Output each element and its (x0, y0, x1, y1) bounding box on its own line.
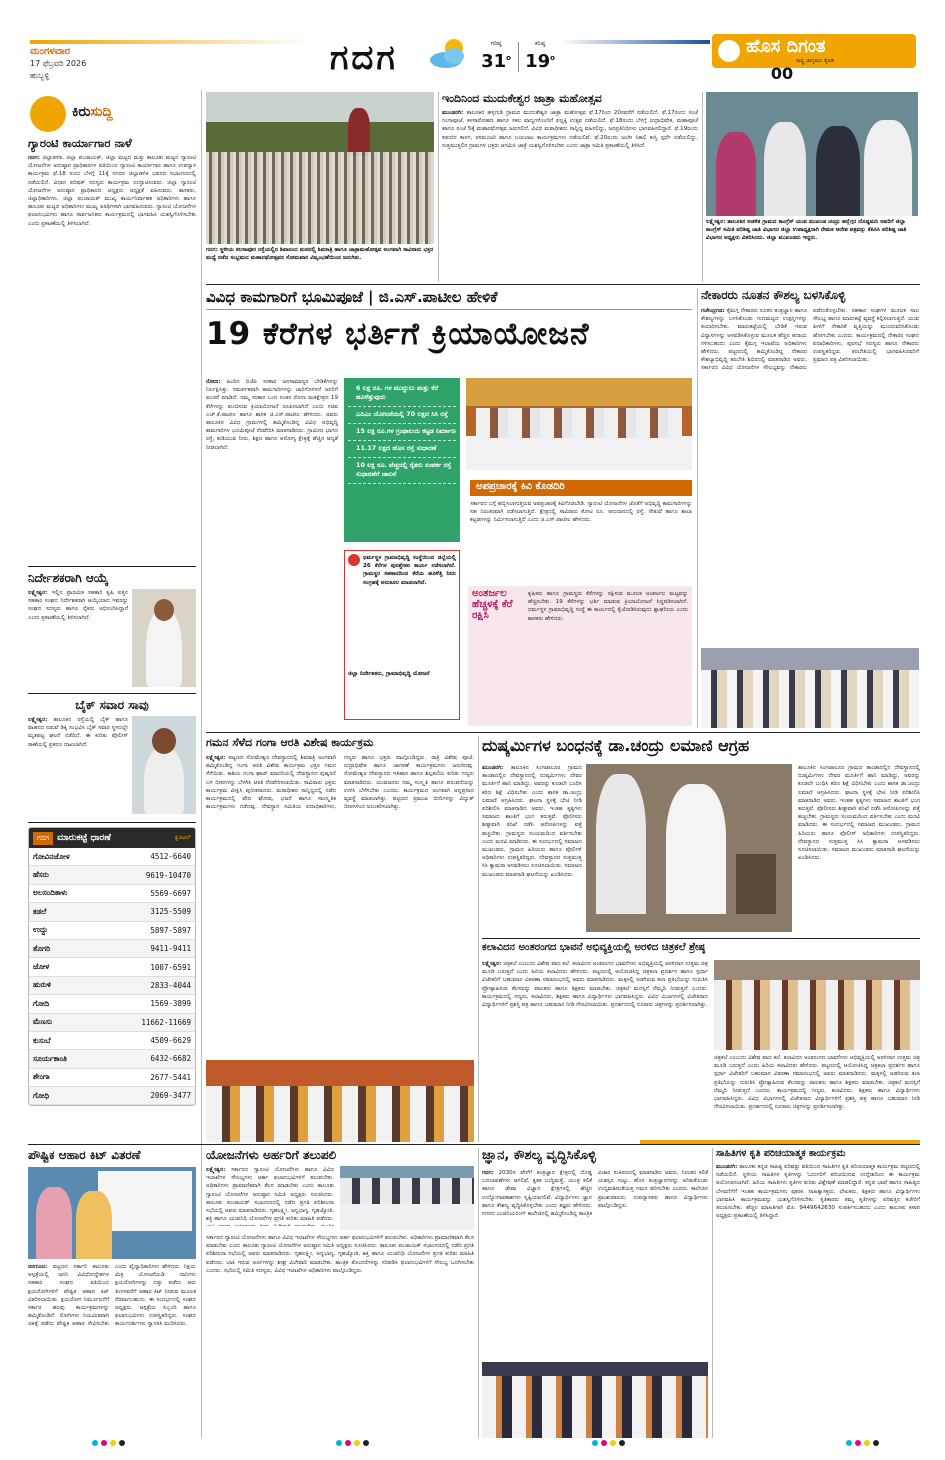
market-item-name: ಹೆಸರು (33, 870, 49, 880)
chandru-text: ತಾಲೂಕಿನ ಸಿಂಗಟಾಲೂರ ಗ್ರಾಮದ ತಾಂಡಾದಲ್ಲಿನ ದೇವಸ್ಥಾನದಲ್ಲಿ ದುಷ್ಕರ್ಮಿಗಳು ದೇವರ ಮೂರ್ತಿಗೆ ಹಾನಿ ಮಾಡಿದ್ದು, ಅವರನ್ನು ಕೂಡಲೇ ಬಂಧಿಸಿ ಕಠಿಣ ಶಿಕ್ಷೆ ವಿಧಿಸಬೇಕು ಎಂದು ಶಾಸಕ ಡಾ.ಚಂದ್ರು ಲಮಾಣಿ ಆಗ್ರಹಿಸಿದರು. ಘಟನಾ ಸ್ಥಳಕ್ಕೆ ಭೇಟಿ ನೀಡಿ ಪರಿಶೀಲಿಸಿ ಮಾತನಾಡಿದ ಅವರು, ಇಂತಹ ಕೃತ್ಯಗಳು ಸಮಾಜದ ಶಾಂತಿಗೆ ಭಂಗ ತರುತ್ತವೆ. ಪೊಲೀಸರು ಶೀಘ್ರವಾಗಿ ತನಿಖೆ ನಡೆಸಿ ಆರೋಪಿಗಳನ್ನು ಪತ್ತೆ ಹಚ್ಚಬೇಕು. ಗ್ರಾಮಸ್ಥರು ಸಂಯಮದಿಂದ ವರ್ತಿಸಬೇಕು ಎಂದು ಮನವಿ ಮಾಡಿದರು. ಈ ಸಂದರ್ಭದಲ್ಲಿ ಸಮಾಜದ ಮುಖಂಡರು, ಗ್ರಾಮದ ಹಿರಿಯರು ಹಾಗೂ ಪೊಲೀಸ್ ಅಧಿಕಾರಿಗಳು ಉಪಸ್ಥಿತರಿದ್ದರು. ದೇವಸ್ಥಾನದ ಸುತ್ತಮುತ್ತ ಸಿಸಿ ಕ್ಯಾಮರಾ ಅಳವಡಿಸಲು ಸೂಚಿಸಲಾಯಿತು. ಸಮಾಜದ ಮುಖಂಡರು ಮಾತನಾಡಿ ಘಟನೆಯನ್ನು ಖಂಡಿಸಿದರು. (482, 765, 582, 878)
col-rule (697, 288, 698, 728)
banner (98, 1171, 192, 1231)
chitra-body-2: ಚಿತ್ರಕಲೆ ಎಂಬುದು ವಿಶೇಷ ವಾದ ಕಲೆ. ಕಲಾವಿದನ ಅಂತರಂಗದ ಭಾವನೆಗಳು ಅಭಿವ್ಯಕ್ತಿಯಲ್ಲಿ ಅರಳಿದಾಗ ಉತ್ತಮ ಚಿತ್ರ ಮೂಡಿ ಬರುತ್ತದೆ ಎಂದು ಹಿರಿಯ ಕಲಾವಿದರು ಹೇಳಿದರು. ಪಟ್ಟಣದಲ್ಲಿ ಆಯೋಜಿಸಿದ್ದ ಚಿತ್ರಕಲಾ ಪ್ರದರ್ಶನ ಹಾಗೂ ಸ್ಪರ್ಧಾ ವಿಜೇತರಿಗೆ ಬಹುಮಾನ ವಿತರಣಾ ಸಮಾರಂಭದಲ್ಲಿ ಅವರು ಮಾತನಾಡಿದರು. ಮಕ್ಕಳಲ್ಲಿ ಅಡಗಿರುವ ಕಲಾ ಪ್ರತಿಭೆಯನ್ನು ಗುರುತಿಸಿ ಪ್ರೋತ್ಸಾಹಿಸುವ ಕೆಲಸವನ್ನು ಪಾಲಕರು ಹಾಗೂ ಶಿಕ್ಷಕರು ಮಾಡಬೇಕು. ಚಿತ್ರಕಲೆ ಮನಸ್ಸಿಗೆ ನೆಮ್ಮದಿ ನೀಡುತ್ತದೆ ಎಂದರು. ಕಾರ್ಯಕ್ರಮದಲ್ಲಿ ಗಣ್ಯರು, ಕಲಾವಿದರು, ಶಿಕ್ಷಕರು ಹಾಗೂ ವಿದ್ಯಾರ್ಥಿಗಳು ಭಾಗವಹಿಸಿದ್ದರು. ವಿವಿಧ ವಿಭಾಗಗಳಲ್ಲಿ ವಿಜೇತರಾದ ವಿದ್ಯಾರ್ಥಿಗಳಿಗೆ ಪ್ರಶಸ್ತಿ ಪತ್ರ ಹಾಗೂ ಬಹುಮಾನ ನೀಡಿ ಗೌರವಿಸಲಾಯಿತು. ಪ್ರದರ್ಶನದಲ್ಲಿ ನೂರಾರು ಚಿತ್ರಗಳನ್ನು ಪ್ರದರ್ಶಿಸಲಾಗಿತ್ತು. (714, 1055, 920, 1111)
masthead (0, 0, 945, 88)
market-item-name: ಸೂರ್ಯಕಾಂತಿ (33, 1053, 68, 1063)
jatra-lead: ಮುಂಡರಗಿ: (442, 110, 464, 116)
ganga-text: ಪಟ್ಟಣದ ಸೋಮೇಶ್ವರ ದೇವಸ್ಥಾನದಲ್ಲಿ ಶಿವರಾತ್ರಿ ಅಂಗವಾಗಿ ಹಮ್ಮಿಕೊಂಡಿದ್ದ ಗಂಗಾ ಆರತಿ ವಿಶೇಷ ಕಾರ್ಯಕ್ರಮ ಭಕ್ತರ ಗಮನ ಸೆಳೆಯಿತು. ಕಾಶಿಯ ಗಂಗಾ ಘಾಟ್ ಮಾದರಿಯಲ್ಲಿ ದೇವಸ್ಥಾನದ ಪುಷ್ಕರಣಿ ಬಳಿ ದೀಪಗಳನ್ನು ಬೆಳಗಿಸಿ ಆರತಿ ನೆರವೇರಿಸಲಾಯಿತು. ಸಾವಿರಾರು ಭಕ್ತರು ಕಾರ್ಯಕ್ರಮ ವೀಕ್ಷಿಸಿ ಪುನೀತರಾದರು. ಮಠಾಧೀಶರ ಸಾನ್ನಿಧ್ಯದಲ್ಲಿ ನಡೆದ ಕಾರ್ಯಕ್ರಮದಲ್ಲಿ ವೇದ ಘೋಷ, ಭಜನೆ ಹಾಗೂ ಸಾಂಸ್ಕೃತಿಕ ಕಾರ್ಯಕ್ರಮಗಳು ನಡೆದವು. ದೇವಸ್ಥಾನ ಸಮಿತಿಯ ಪದಾಧಿಕಾರಿಗಳು, ಗಣ್ಯರು ಹಾಗೂ ಭಕ್ತರು ಪಾಲ್ಗೊಂಡಿದ್ದರು. ರಾತ್ರಿ ವಿಶೇಷ ಪೂಜೆ, ರುದ್ರಾಭಿಷೇಕ ಹಾಗೂ ಜಾಗರಣೆ ಕಾರ್ಯಕ್ರಮಗಳು ಜರುಗಿದವು. ಸೋಮೇಶ್ವರ ದೇವಸ್ಥಾನದ ಇತಿಹಾಸ ಹಾಗೂ ಶಿಲ್ಪಕಲೆಯ ಕುರಿತು ಗಣ್ಯರು ಮಾತನಾಡಿದರು. ಯುವಜನರು ನಮ್ಮ ಸಂಸ್ಕೃತಿ ಹಾಗೂ ಪರಂಪರೆಯನ್ನು ಉಳಿಸಿ ಬೆಳೆಸಬೇಕು ಎಂದರು. ಕಾರ್ಯಕ್ರಮದ ಅಂಗವಾಗಿ ಅನ್ನಪ್ರಸಾದ ವ್ಯವಸ್ಥೆ ಮಾಡಲಾಗಿತ್ತು. ಪಟ್ಟಣದ ಪ್ರಮುಖ ಬೀದಿಗಳನ್ನು ವಿದ್ಯುತ್ ದೀಪಗಳಿಂದ ಅಲಂಕರಿಸಲಾಗಿತ್ತು. (206, 755, 474, 811)
brand-name: ಹೊಸ ದಿಗಂತ (746, 36, 826, 57)
chandru-headline: ದುಷ್ಕರ್ಮಿಗಳ ಬಂಧನಕ್ಕೆ ಡಾ.ಚಂದ್ರು ಲಮಾಣಿ ಆಗ್ರಹ (482, 736, 750, 755)
market-row (29, 1069, 195, 1087)
nekar-headline: ನೇಕಾರರು ನೂತನ ಕೌಶಲ್ಯ ಬಳಸಿಕೊಳ್ಳಿ (701, 288, 846, 302)
yojane-body-1 (206, 1166, 334, 1226)
ganga-lead: ಲಕ್ಷ್ಮೇಶ್ವರ: (206, 755, 226, 761)
nekar-text: ಕೈಮಗ್ಗ ನೇಕಾರರು ನೂತನ ತಂತ್ರಜ್ಞಾನ ಹಾಗೂ ಕೌಶಲ್ಯಗಳನ್ನು ಬಳಸಿಕೊಂಡು ಗುಣಮಟ್ಟದ ಉತ್ಪನ್ನಗಳನ್ನು ತಯಾರಿಸಬೇಕು. ಮಾರುಕಟ್ಟೆಯಲ್ಲಿ ಬೇಡಿಕೆ ಇರುವ ವಿನ್ಯಾಸಗಳನ್ನು ಅಳವಡಿಸಿಕೊಳ್ಳುವ ಮೂಲಕ ಹೆಚ್ಚಿನ ಆದಾಯ ಗಳಿಸಬಹುದು ಎಂದು ಕೈಮಗ್ಗ ಇಲಾಖೆಯ ಅಧಿಕಾರಿಗಳು ಹೇಳಿದರು. ಪಟ್ಟಣದಲ್ಲಿ ಹಮ್ಮಿಕೊಂಡಿದ್ದ ನೇಕಾರರ ಕೌಶಲ್ಯಾಭಿವೃದ್ಧಿ ತರಬೇತಿ ಶಿಬಿರದಲ್ಲಿ ಮಾತನಾಡಿದ ಅವರು, ಸರ್ಕಾರದ ವಿವಿಧ ಯೋಜನೆಗಳ ಸೌಲಭ್ಯವನ್ನು ನೇಕಾರರು ಪಡೆದುಕೊಳ್ಳಬೇಕು. ಸಹಕಾರ ಸಂಘಗಳ ಮೂಲಕ ಸಾಲ ಸೌಲಭ್ಯ ಹಾಗೂ ಮಾರುಕಟ್ಟೆ ವ್ಯವಸ್ಥೆ ಕಲ್ಪಿಸಲಾಗುತ್ತಿದೆ. ಯುವ ಪೀಳಿಗೆ ನೇಕಾರಿಕೆ ವೃತ್ತಿಯನ್ನು ಮುಂದುವರಿಸಿಕೊಂಡು ಹೋಗಬೇಕು ಎಂದರು. ಕಾರ್ಯಕ್ರಮದಲ್ಲಿ ನೇಕಾರರ ಸಂಘದ ಪದಾಧಿಕಾರಿಗಳು, ಪುರಸಭೆ ಸದಸ್ಯರು ಹಾಗೂ ನೇಕಾರರು ಉಪಸ್ಥಿತರಿದ್ದರು. ತರಬೇತಿಯಲ್ಲಿ ಭಾಗವಹಿಸಿದವರಿಗೆ ಪ್ರಮಾಣ ಪತ್ರ ವಿತರಿಸಲಾಯಿತು. (701, 308, 919, 372)
market-item-name: ಶೇಂಗಾ (33, 1072, 50, 1082)
market-item-name: ಗೋಧಿ (33, 1090, 50, 1100)
market-item-name: ಅಲಸಂದಿಕಾಳು (33, 888, 68, 898)
masthead-date-block (30, 46, 180, 81)
page-title: ಗದಗ (330, 38, 398, 78)
green-list-item: 15 ಲಕ್ಷ ರೂ.ಗಳ ಗ್ರಂಥಾಲಯ ಕಟ್ಟಡ ನಿರ್ಮಾಣ (348, 424, 456, 441)
guests (206, 1086, 474, 1142)
left-h2-lead: ಲಕ್ಷ್ಮೇಶ್ವರ: (28, 590, 48, 596)
market-item-name: ಕಡಲೆ (33, 906, 47, 916)
guests (482, 1376, 708, 1438)
chitra-photo (714, 960, 920, 1050)
red-box-body: ಧರ್ಮಸ್ಥಳ ಗ್ರಾಮಾಭಿವೃದ್ಧಿ ಸಂಸ್ಥೆಯಿಂದ ಜಿಲ್ಲೆಯಲ್ಲಿ 26 ಕೆರೆಗಳ ಪುನಶ್ಚೇತನ ಕಾರ್ಯ ನಡೆಸಲಾಗಿದೆ. ಗ್ರಾಮಸ್ಥರ ಸಹಕಾರದಿಂದ ಕೆರೆಯ ಹೂಳೆತ್ತಿ ನೀರು ಸಂಗ್ರಹಕ್ಕೆ ಅನುಕೂಲ ಮಾಡಲಾಗಿದೆ. (363, 555, 456, 586)
market-row (29, 977, 195, 995)
chandru-lead: ಮುಂಡರಗಿ: (482, 765, 504, 771)
left-h3-text: ತಾಲೂಕಿನ ರಸ್ತೆಯಲ್ಲಿ ಬೈಕ್ ಹಾಗೂ ವಾಹನದ ನಡುವೆ ಡಿಕ್ಕಿ ಸಂಭವಿಸಿ ಬೈಕ್ ಸವಾರ ಸ್ಥಳದಲ್ಲೇ ಮೃತಪಟ್ಟ ಘಟನೆ ನಡೆದಿದೆ. ಈ ಕುರಿತು ಪೊಲೀಸ್ ಠಾಣೆಯಲ್ಲಿ ಪ್ರಕರಣ ದಾಖಲಾಗಿದೆ. (28, 717, 128, 748)
divider (28, 693, 196, 694)
market-unit: ಕ್ವಿಂಟಲ್ (174, 834, 191, 841)
left-h2-text: ಇಲ್ಲಿನ ಪ್ರಾಥಮಿಕ ಸಹಕಾರಿ ಕೃಷಿ ಪತ್ತಿನ ಸಹಕಾರ ಸಂಘದ ನಿರ್ದೇಶಕರಾಗಿ ಆಯ್ಕೆಯಾದ ಇವರನ್ನು ಸಂಘದ ಸದಸ್ಯರು ಹಾಗೂ ರೈತರು ಅಭಿನಂದಿಸಿದ್ದಾರೆ ಎಂದು ಪ್ರಕಟಣೆಯಲ್ಲಿ ತಿಳಿಸಲಾಗಿದೆ. (28, 590, 128, 621)
chariot-photo (206, 92, 434, 244)
market-row (29, 1032, 195, 1050)
market-item-price: 2677-5441 (150, 1072, 191, 1082)
market-row (29, 1087, 195, 1105)
poshtik-headline: ಪೌಷ್ಟಿಕ ಆಹಾರ ಕಿಟ್ ವಿತರಣೆ (28, 1148, 141, 1162)
left-h3: ಬೈಕ್ ಸವಾರ ಸಾವು (75, 698, 149, 712)
person (764, 122, 806, 216)
stage-table (466, 436, 692, 470)
victim-face (152, 728, 176, 754)
bhoomipuje-photo (466, 378, 692, 470)
congress-photo (706, 92, 918, 216)
market-item-price: 2833-4044 (150, 980, 191, 990)
sahiti-headline: ಸಾಹಿತಿಗಳ ಕೃತಿ ಪರಿಚಯಾತ್ಮಕ ಕಾರ್ಯಕ್ರಮ (716, 1148, 846, 1159)
bottom-orange-bar (640, 1140, 920, 1144)
weather-icon (428, 36, 470, 70)
yojane-article (206, 1148, 474, 1438)
max-temp-value: 31 (481, 51, 507, 72)
nekar-body (701, 307, 919, 645)
green-list-item: 6 ಲಕ್ಷ ರೂ. ಗಳ ಮುದ್ದುಲು ಮತ್ತು ಕೆರೆ ಹೂಳೆತ್ತುವುದು (348, 381, 456, 407)
idol (736, 854, 776, 914)
ribbon: ಅಪಪ್ರಚಾರಕ್ಕೆ ಕಿವಿ ಕೊಡದಿರಿ (470, 480, 692, 496)
market-item-name: ಹುರುಳಿ (33, 980, 52, 990)
col-rule (438, 92, 439, 282)
market-row (29, 848, 195, 866)
group (714, 980, 920, 1050)
lamp-icon (718, 40, 740, 62)
poshtik-article (28, 1148, 196, 1438)
group (701, 670, 919, 728)
registration-marks (592, 1440, 625, 1446)
market-row (29, 1050, 195, 1068)
market-row (29, 1014, 195, 1032)
col-rule (478, 736, 479, 1142)
jnana-text: 2030ರ ವೇಳೆಗೆ ತಂತ್ರಜ್ಞಾನ ಕ್ಷೇತ್ರದಲ್ಲಿ ದೊಡ್ಡ ಬದಲಾವಣೆಗಳು ಆಗಲಿವೆ. ಕೃತಕ ಬುದ್ಧಿಮತ್ತೆ, ಯಂತ್ರ ಕಲಿಕೆ ಹಾಗೂ ಡೇಟಾ ವಿಜ್ಞಾನ ಕ್ಷೇತ್ರಗಳಲ್ಲಿ ಹೆಚ್ಚಿನ ಉದ್ಯೋಗಾವಕಾಶಗಳು ಸೃಷ್ಟಿಯಾಗಲಿವೆ. ವಿದ್ಯಾರ್ಥಿಗಳು ಜ್ಞಾನ ಹಾಗೂ ಕೌಶಲ್ಯ ವೃದ್ಧಿಸಿಕೊಳ್ಳಬೇಕು ಎಂದು ತಜ್ಞರು ಹೇಳಿದರು. ನಗರದ ಎಂಜಿನಿಯರಿಂಗ್ ಕಾಲೇಜಿನಲ್ಲಿ ಹಮ್ಮಿಕೊಂಡಿದ್ದ ತಾಂತ್ರಿಕ ವಿಚಾರ ಸಂಕಿರಣದಲ್ಲಿ ಮಾತನಾಡಿದ ಅವರು, ನಿರಂತರ ಕಲಿಕೆ ಯಶಸ್ಸಿನ ಗುಟ್ಟು. ಹೊಸ ತಂತ್ರಜ್ಞಾನಗಳನ್ನು ಅರಿತುಕೊಂಡು ಉದ್ಯಮಶೀಲತೆಯತ್ತ ಗಮನ ಹರಿಸಬೇಕು ಎಂದರು. ಕಾಲೇಜಿನ ಪ್ರಾಂಶುಪಾಲರು, ಉಪನ್ಯಾಸಕರು ಹಾಗೂ ವಿದ್ಯಾರ್ಥಿಗಳು ಪಾಲ್ಗೊಂಡಿದ್ದರು. (482, 1170, 708, 1218)
person (816, 126, 860, 216)
max-temp-block (478, 40, 514, 72)
green-list (348, 381, 456, 484)
registration-marks (336, 1440, 369, 1446)
min-temp-value: 19 (525, 51, 551, 72)
chitra-headline: ಕಲಾವಿದನ ಅಂತರಂಗದ ಭಾವನೆ ಅಭಿವ್ಯಕ್ತಿಯಲ್ಲಿ ಅರಳಿದ ಚಿತ್ರಕಲೆ ಶ್ರೇಷ್ಠ (482, 942, 706, 953)
masthead-blue-bar (560, 40, 710, 44)
market-row (29, 922, 195, 940)
poshtik-body (28, 1263, 196, 1438)
lead-story (206, 288, 692, 728)
jnana-article (482, 1148, 708, 1438)
left-h3-row (28, 716, 196, 816)
min-temp-block (522, 40, 558, 72)
jnana-lead: ಗದಗ: (482, 1170, 494, 1176)
green-list-item: 11.17 ಲಕ್ಷದ ಹೊಸ ರಸ್ತೆ ಸುಧಾರಣೆ (348, 441, 456, 458)
kirusuddi-1: ಕಿರು (72, 104, 91, 120)
jnana-headline: ಜ್ಞಾನ, ಕೌಶಲ್ಯ ವೃದ್ಧಿಸಿಕೊಳ್ಳಿ (482, 1148, 596, 1163)
poshtik-lead: ನರಗುಂದ: (28, 1264, 48, 1270)
left-h1-text: ಜಿಲ್ಲಾಡಳಿತ, ಜಿಲ್ಲಾ ಪಂಚಾಯತ್, ಜಿಲ್ಲಾ ಮಟ್ಟದ ಮತ್ತು ತಾಲೂಕು ಮಟ್ಟದ ಗ್ಯಾರಂಟಿ ಯೋಜನೆಗಳ ಅನುಷ್ಠಾನ ಪ್ರಾಧಿಕಾರಗಳ ವತಿಯಿಂದ ಗ್ಯಾರಂಟಿ ಕಾರ್ಯಾಗಾರ ಹಾಗೂ ಉಪನ್ಯಾಸ ಕಾರ್ಯಕ್ರಮ ಫೆ.18 ರಂದು ಬೆಳಗ್ಗೆ 11ಕ್ಕೆ ನಗರದ ಜಿಲ್ಲಾಡಳಿತ ಭವನದ ಸಭಾಂಗಣದಲ್ಲಿ ನಡೆಯಲಿದೆ. ವಿಧಾನ ಪರಿಷತ್ ಸದಸ್ಯರು ಕಾರ್ಯಕ್ರಮ ಉದ್ಘಾಟಿಸುವರು. ಜಿಲ್ಲಾ ಗ್ಯಾರಂಟಿ ಯೋಜನೆಗಳ ಅನುಷ್ಠಾನ ಪ್ರಾಧಿಕಾರದ ಅಧ್ಯಕ್ಷರು ಅಧ್ಯಕ್ಷತೆ ವಹಿಸುವರು. ಶಾಸಕರು, ಜಿಲ್ಲಾಧಿಕಾರಿಗಳು, ಜಿಲ್ಲಾ ಪಂಚಾಯತ್ ಮುಖ್ಯ ಕಾರ್ಯನಿರ್ವಾಹಕ ಅಧಿಕಾರಿಗಳು ಹಾಗೂ ತಾಲೂಕು ಮಟ್ಟದ ಅಧಿಕಾರಿಗಳು ಮುಖ್ಯ ಅತಿಥಿಗಳಾಗಿ ಭಾಗವಹಿಸುವರು. ಗ್ಯಾರಂಟಿ ಯೋಜನೆಗಳ ಫಲಾನುಭವಿಗಳು ಹಾಗೂ ಸಾರ್ವಜನಿಕರು ಕಾರ್ಯಕ್ರಮದಲ್ಲಿ ಭಾಗವಹಿಸಿ ಯಶಸ್ವಿಗೊಳಿಸಬೇಕು ಎಂದು ಪ್ರಕಟಣೆಯಲ್ಲಿ ತಿಳಿಸಲಾಗಿದೆ. (28, 155, 196, 227)
brand-logo (712, 34, 916, 68)
left-h3-lead: ಲಕ್ಷ್ಮೇಶ್ವರ: (28, 717, 48, 723)
chitra-article (482, 942, 920, 1142)
yojane-text: ಸರ್ಕಾರದ ಗ್ಯಾರಂಟಿ ಯೋಜನೆಗಳು ಹಾಗೂ ವಿವಿಧ ಇಲಾಖೆಗಳ ಸೌಲಭ್ಯಗಳು ಅರ್ಹ ಫಲಾನುಭವಿಗಳಿಗೆ ತಲುಪಬೇಕು. ಅಧಿಕಾರಿಗಳು ಪ್ರಾಮಾಣಿಕವಾಗಿ ಕೆಲಸ ಮಾಡಬೇಕು ಎಂದು ತಾಲೂಕು ಗ್ಯಾರಂಟಿ ಯೋಜನೆಗಳ ಅನುಷ್ಠಾನ ಸಮಿತಿ ಅಧ್ಯಕ್ಷರು ಸೂಚಿಸಿದರು. ತಾಲೂಕು ಪಂಚಾಯತ್ ಸಭಾಂಗಣದಲ್ಲಿ ನಡೆದ ಪ್ರಗತಿ ಪರಿಶೀಲನಾ ಸಭೆಯಲ್ಲಿ ಅವರು ಮಾತನಾಡಿದರು. ಗೃಹಲಕ್ಷ್ಮೀ, ಅನ್ನಭಾಗ್ಯ, ಗೃಹಜ್ಯೋತಿ, ಶಕ್ತಿ ಹಾಗೂ ಯುವನಿಧಿ ಯೋಜನೆಗಳ ಪ್ರಗತಿ ಕುರಿತು ಮಾಹಿತಿ ಪಡೆದರು. (206, 1167, 334, 1223)
jatra-body (442, 109, 698, 279)
crowd (206, 152, 434, 244)
yojane-lead: ಲಕ್ಷ್ಮೇಶ್ವರ: (206, 1167, 226, 1173)
person (716, 132, 756, 216)
min-temp (522, 48, 558, 72)
row-rule (482, 938, 920, 939)
pink-body: ಕೃಷಿಕರು ಹಾಗೂ ಗ್ರಾಮಸ್ಥರು ಕೆರೆಗಳನ್ನು ರಕ್ಷಿಸುವ ಮೂಲಕ ಅಂತರ್ಜಲ ಮಟ್ಟವನ್ನು ಹೆಚ್ಚಿಸಬೇಕು. 19 ಕೆರೆಗಳನ್ನು ಭರ್ತಿ ಮಾಡುವ ಕ್ರಿಯಾಯೋಜನೆ ಸಿದ್ಧಪಡಿಸಲಾಗಿದೆ. ಧರ್ಮಸ್ಥಳ ಗ್ರಾಮಾಭಿವೃದ್ಧಿ ಸಂಸ್ಥೆ ಈ ಕಾರ್ಯದಲ್ಲಿ ಕೈಜೋಡಿಸಿರುವುದು ಶ್ಲಾಘನೀಯ ಎಂದು ಶಾಸಕರು ಹೇಳಿದರು. (528, 591, 688, 622)
market-item-price: 5569-6697 (150, 888, 191, 898)
sahiti-lead: ಮುಂಡರಗಿ: (716, 1164, 738, 1170)
temple-photo (586, 764, 792, 932)
chitra-text: ಚಿತ್ರಕಲೆ ಎಂಬುದು ವಿಶೇಷ ವಾದ ಕಲೆ. ಕಲಾವಿದನ ಅಂತರಂಗದ ಭಾವನೆಗಳು ಅಭಿವ್ಯಕ್ತಿಯಲ್ಲಿ ಅರಳಿದಾಗ ಉತ್ತಮ ಚಿತ್ರ ಮೂಡಿ ಬರುತ್ತದೆ ಎಂದು ಹಿರಿಯ ಕಲಾವಿದರು ಹೇಳಿದರು. ಪಟ್ಟಣದಲ್ಲಿ ಆಯೋಜಿಸಿದ್ದ ಚಿತ್ರಕಲಾ ಪ್ರದರ್ಶನ ಹಾಗೂ ಸ್ಪರ್ಧಾ ವಿಜೇತರಿಗೆ ಬಹುಮಾನ ವಿತರಣಾ ಸಮಾರಂಭದಲ್ಲಿ ಅವರು ಮಾತನಾಡಿದರು. ಮಕ್ಕಳಲ್ಲಿ ಅಡಗಿರುವ ಕಲಾ ಪ್ರತಿಭೆಯನ್ನು ಗುರುತಿಸಿ ಪ್ರೋತ್ಸಾಹಿಸುವ ಕೆಲಸವನ್ನು ಪಾಲಕರು ಹಾಗೂ ಶಿಕ್ಷಕರು ಮಾಡಬೇಕು. ಚಿತ್ರಕಲೆ ಮನಸ್ಸಿಗೆ ನೆಮ್ಮದಿ ನೀಡುತ್ತದೆ ಎಂದರು. ಕಾರ್ಯಕ್ರಮದಲ್ಲಿ ಗಣ್ಯರು, ಕಲಾವಿದರು, ಶಿಕ್ಷಕರು ಹಾಗೂ ವಿದ್ಯಾರ್ಥಿಗಳು ಭಾಗವಹಿಸಿದ್ದರು. ವಿವಿಧ ವಿಭಾಗಗಳಲ್ಲಿ ವಿಜೇತರಾದ ವಿದ್ಯಾರ್ಥಿಗಳಿಗೆ ಪ್ರಶಸ್ತಿ ಪತ್ರ ಹಾಗೂ ಬಹುಮಾನ ನೀಡಿ ಗೌರವಿಸಲಾಯಿತು. ಪ್ರದರ್ಶನದಲ್ಲಿ ನೂರಾರು ಚಿತ್ರಗಳನ್ನು ಪ್ರದರ್ಶಿಸಲಾಗಿತ್ತು. (482, 961, 708, 1009)
market-row (29, 866, 195, 884)
poshtik-text: ಪಟ್ಟಣದ ಸರ್ಕಾರಿ ತಾಲೂಕು ಆಸ್ಪತ್ರೆಯಲ್ಲಿ ಜನನಿ ವಿವಿಧೋದ್ದೇಶಗಳ ಸಹಕಾರ ಸಂಘದ ವತಿಯಿಂದ ಕ್ಷಯರೋಗಿಗಳಿಗೆ ಪೌಷ್ಟಿಕ ಆಹಾರ ಕಿಟ್ ವಿತರಿಸಲಾಯಿತು. ಕ್ಷಯರೋಗ ನಿರ್ಮೂಲನೆಗೆ ಸರ್ಕಾರ ಹಲವು ಕಾರ್ಯಕ್ರಮಗಳನ್ನು ಹಮ್ಮಿಕೊಂಡಿದೆ. ರೋಗಿಗಳು ನಿಯಮಿತವಾಗಿ ಚಿಕಿತ್ಸೆ ಪಡೆದು ಪೌಷ್ಟಿಕ ಆಹಾರ ಸೇವಿಸಬೇಕು ಎಂದು ವೈದ್ಯಾಧಿಕಾರಿಗಳು ಹೇಳಿದರು. ನಿಕ್ಷಯ ಮಿತ್ರ ಯೋಜನೆಯಡಿ ದಾನಿಗಳು ಕ್ಷಯರೋಗಿಗಳನ್ನು ದತ್ತು ಪಡೆದು ಆರು ತಿಂಗಳವರೆಗೆ ಆಹಾರ ಕಿಟ್ ನೀಡುವ ಮೂಲಕ ನೆರವಾಗಬಹುದು. ಈ ಸಂದರ್ಭದಲ್ಲಿ ಸಂಘದ ಅಧ್ಯಕ್ಷರು, ಆಸ್ಪತ್ರೆಯ ಸಿಬ್ಬಂದಿ ಹಾಗೂ ಫಲಾನುಭವಿಗಳು ಉಪಸ್ಥಿತರಿದ್ದರು. ಸಂಘದ ಕಾರ್ಯದರ್ಶಿಗಳು ಸ್ವಾಗತಿಸಿ ವಂದಿಸಿದರು. (28, 1264, 196, 1328)
market-item-price: 9411-9411 (150, 944, 191, 954)
market-item-name: ಉದ್ದು (33, 925, 48, 935)
officials (340, 1178, 474, 1204)
masthead-orange-bar (30, 40, 310, 44)
market-item-price: 11662-11669 (141, 1017, 191, 1027)
kirusuddi-badge (28, 90, 196, 132)
left-h1: ಗ್ಯಾರಂಟಿ ಕಾರ್ಯಾಗಾರ ನಾಳೆ (28, 136, 132, 150)
market-item-name: ಗೋದಿ (33, 998, 50, 1008)
masthead-day: ಮಂಗಳವಾರ (30, 46, 71, 57)
market-item-price: 9619-10470 (145, 870, 191, 880)
dharmasthala-logo (348, 554, 360, 566)
pink-headline: ಅಂತರ್ಜಲ ಹೆಚ್ಚಳಕ್ಕೆ ಕೆರೆ ರಕ್ಷಿಸಿ (472, 588, 513, 621)
left-h2-body (28, 589, 128, 689)
table (340, 1200, 474, 1230)
market-item-price: 4512-6640 (150, 852, 191, 862)
chandru-body-2: ತಾಲೂಕಿನ ಸಿಂಗಟಾಲೂರ ಗ್ರಾಮದ ತಾಂಡಾದಲ್ಲಿನ ದೇವಸ್ಥಾನದಲ್ಲಿ ದುಷ್ಕರ್ಮಿಗಳು ದೇವರ ಮೂರ್ತಿಗೆ ಹಾನಿ ಮಾಡಿದ್ದು, ಅವರನ್ನು ಕೂಡಲೇ ಬಂಧಿಸಿ ಕಠಿಣ ಶಿಕ್ಷೆ ವಿಧಿಸಬೇಕು ಎಂದು ಶಾಸಕ ಡಾ.ಚಂದ್ರು ಲಮಾಣಿ ಆಗ್ರಹಿಸಿದರು. ಘಟನಾ ಸ್ಥಳಕ್ಕೆ ಭೇಟಿ ನೀಡಿ ಪರಿಶೀಲಿಸಿ ಮಾತನಾಡಿದ ಅವರು, ಇಂತಹ ಕೃತ್ಯಗಳು ಸಮಾಜದ ಶಾಂತಿಗೆ ಭಂಗ ತರುತ್ತವೆ. ಪೊಲೀಸರು ಶೀಘ್ರವಾಗಿ ತನಿಖೆ ನಡೆಸಿ ಆರೋಪಿಗಳನ್ನು ಪತ್ತೆ ಹಚ್ಚಬೇಕು. ಗ್ರಾಮಸ್ಥರು ಸಂಯಮದಿಂದ ವರ್ತಿಸಬೇಕು ಎಂದು ಮನವಿ ಮಾಡಿದರು. ಈ ಸಂದರ್ಭದಲ್ಲಿ ಸಮಾಜದ ಮುಖಂಡರು, ಗ್ರಾಮದ ಹಿರಿಯರು ಹಾಗೂ ಪೊಲೀಸ್ ಅಧಿಕಾರಿಗಳು ಉಪಸ್ಥಿತರಿದ್ದರು. ದೇವಸ್ಥಾನದ ಸುತ್ತಮುತ್ತ ಸಿಸಿ ಕ್ಯಾಮರಾ ಅಳವಡಿಸಲು ಸೂಚಿಸಲಾಯಿತು. ಸಮಾಜದ ಮುಖಂಡರು ಮಾತನಾಡಿ ಘಟನೆಯನ್ನು ಖಂಡಿಸಿದರು. (798, 765, 920, 862)
market-table (29, 848, 195, 1105)
max-temp (478, 48, 514, 72)
kirusuddi-label (72, 104, 113, 120)
max-temp-label: ಗರಿಷ್ಠ (490, 40, 502, 47)
jnana-body (482, 1169, 708, 1357)
market-item-name: ಕುಸುಬೆ (33, 1035, 51, 1045)
left-h2: ನಿರ್ದೇಶಕರಾಗಿ ಆಯ್ಕೆ (28, 571, 109, 585)
guests (476, 408, 682, 438)
jatra-article (442, 92, 698, 282)
left-h1-lead: ಗದಗ: (28, 155, 40, 161)
masthead-date: 17 ಫೆಬ್ರವರಿ 2026 (30, 59, 87, 68)
market-city: ಗದಗ (33, 832, 53, 845)
person (36, 1187, 72, 1259)
temp-divider (518, 42, 519, 72)
market-item-name: ಗೋವಿನಜೋಳ (33, 851, 70, 861)
nekar-photo (701, 648, 919, 728)
jatra-headline: ಇಂದಿನಿಂದ ಮುದುಕೇಶ್ವರ ಜಾತ್ರಾ ಮಹೋತ್ಸವ (442, 92, 602, 105)
portrait-face (154, 599, 174, 621)
left-h3-body (28, 716, 128, 816)
col-rule (478, 1148, 479, 1438)
person (666, 784, 726, 914)
registration-marks (92, 1440, 125, 1446)
market-title: ಮಾರುಕಟ್ಟೆ ಧಾರಣೆ (57, 833, 111, 843)
masthead-city: ಹುಬ್ಬಳ್ಳಿ (30, 71, 50, 80)
chandru-article (482, 736, 920, 936)
market-header (29, 828, 195, 848)
lead-body-1 (206, 378, 338, 694)
banner (466, 378, 692, 406)
chariot (348, 108, 370, 156)
chariot-caption: ಗದಗ: ಸ್ಥಳೀಯ ಕಲಸಾಪೂರ ರಸ್ತೆಯಲ್ಲಿನ ಶಿವಾನಂದ ಮಠದಲ್ಲಿ ಶಿವರಾತ್ರಿ ಹಾಗೂ ಜಾತ್ರಾಮಹೋತ್ಸವ ಅಂಗವಾಗಿ ಸಾವಿರಾರು ಭಕ್ತರ ಮಧ್ಯೆ ನಡೆದ ಸಂಭ್ರಮದ ಮಹಾರಥೋತ್ಸವನ ಸೋಮವಾರ ವಿಜೃಂಭಣೆಯಿಂದ ಜರುಗಿತು. (206, 247, 434, 261)
nekar-article (701, 288, 919, 728)
sahiti-text: ತಾಲೂಕು ಕನ್ನಡ ಸಾಹಿತ್ಯ ಪರಿಷತ್ತು ವತಿಯಿಂದ ಸಾಹಿತಿಗಳ ಕೃತಿ ಪರಿಚಯಾತ್ಮಕ ಕಾರ್ಯಕ್ರಮ ಪಟ್ಟಣದಲ್ಲಿ ನಡೆಯಲಿದೆ. ಸ್ಥಳೀಯ ಸಾಹಿತಿಗಳ ಕೃತಿಗಳನ್ನು ಓದುಗರಿಗೆ ಪರಿಚಯಿಸುವ ಉದ್ದೇಶದಿಂದ ಈ ಕಾರ್ಯಕ್ರಮ ಆಯೋಜಿಸಲಾಗಿದೆ. ಹಿರಿಯ ಸಾಹಿತಿಗಳು ಕೃತಿಗಳ ಕುರಿತು ವಿಶ್ಲೇಷಣೆ ಮಾಡಲಿದ್ದಾರೆ. ಕನ್ನಡ ಭಾಷೆ ಹಾಗೂ ಸಾಹಿತ್ಯದ ಬೆಳವಣಿಗೆಗೆ ಇಂತಹ ಕಾರ್ಯಕ್ರಮಗಳು ಪೂರಕ. ಸಾಹಿತ್ಯಾಸಕ್ತರು, ಲೇಖಕರು, ಶಿಕ್ಷಕರು ಹಾಗೂ ವಿದ್ಯಾರ್ಥಿಗಳು ಭಾಗವಹಿಸಿ ಕಾರ್ಯಕ್ರಮವನ್ನು ಯಶಸ್ವಿಗೊಳಿಸಬೇಕು. ಕೃತಿಕಾರರು ತಮ್ಮ ಕೃತಿಗಳನ್ನು ಪರಿಷತ್ತಿನ ಕಚೇರಿಗೆ ತಲುಪಿಸಬೇಕು. ಹೆಚ್ಚಿನ ಮಾಹಿತಿಗಾಗಿ ಮೊ: 9449642630 ಸಂಪರ್ಕಿಸಬಹುದು ಎಂದು ತಾಲೂಕು ಕಸಾಪ ಅಧ್ಯಕ್ಷರು ಪ್ರಕಟಣೆಯಲ್ಲಿ ತಿಳಿಸಿದ್ದಾರೆ. (716, 1164, 920, 1220)
ganga-headline: ಗಮನ ಸೆಳೆದ ಗಂಗಾ ಆರತಿ ವಿಶೇಷ ಕಾರ್ಯಕ್ರಮ (206, 736, 374, 749)
market-item-name: ತೊಗರಿ (33, 943, 51, 953)
market-item-price: 4509-6629 (150, 1036, 191, 1046)
ribbon-body: ಸರ್ಕಾರದ ಬಗ್ಗೆ ಹಬ್ಬಿಸಲಾಗುತ್ತಿರುವ ಅಪಪ್ರಚಾರಕ್ಕೆ ಕಿವಿಗೊಡಬೇಡಿ. ಗ್ಯಾರಂಟಿ ಯೋಜನೆಗಳ ಜೊತೆಗೆ ಅಭಿವೃದ್ಧಿ ಕಾಮಗಾರಿಗಳನ್ನು ಸಹ ನಿರಂತರವಾಗಿ ನಡೆಸಲಾಗುತ್ತಿದೆ. ಕ್ಷೇತ್ರದಲ್ಲಿ ಸಾವಿರಾರು ಕೋಟಿ ರೂ. ಅನುದಾನದಲ್ಲಿ ರಸ್ತೆ, ಸೇತುವೆ ಹಾಗೂ ಶಾಲಾ ಕಟ್ಟಡಗಳನ್ನು ನಿರ್ಮಿಸಲಾಗುತ್ತಿದೆ ಎಂದು ಜಿ.ಎಸ್.ಪಾಟೀಲ ಹೇಳಿದರು. (470, 501, 692, 524)
market-item-price: 1569-3899 (150, 999, 191, 1009)
max-temp-deg: o (506, 54, 511, 62)
col-rule (712, 1148, 713, 1438)
kirusuddi-2: ಸುದ್ದಿ (90, 104, 113, 120)
person (76, 1191, 112, 1259)
divider (28, 566, 196, 567)
green-box (344, 378, 460, 542)
left-h1-body (28, 154, 196, 562)
hand-icon (30, 96, 66, 132)
lead-text-1: ಹಿಂದಿನ ಬಿಜೆಪಿ ಸರಕಾರ ಜನಸಾಮಾನ್ಯರ ಬೇಡಿಕೆಗಳನ್ನು ನಿರ್ಲಕ್ಷಿಸಿತ್ತು. ಸಮರ್ಪಕವಾಗಿ ಕಾಮಗಾರಿಗಳನ್ನು ಜಾರಿಗೊಳಿಸದೆ ಜನರಿಗೆ ವಂಚನೆ ಮಾಡಿದೆ. ನಮ್ಮ ಸರಕಾರ ಬಂದ ನಂತರ ರೋಣ ಮತಕ್ಷೇತ್ರದ 19 ಕೆರೆಗಳನ್ನು ತುಂಬಿಸುವ ಕ್ರಿಯಾಯೋಜನೆ ರೂಪಿಸಲಾಗಿದೆ ಎಂದು ಸಚಿವ ಎಚ್.ಕೆ.ಪಾಟೀಲ ಹಾಗೂ ಶಾಸಕ ಜಿ.ಎಸ್.ಪಾಟೀಲ ಹೇಳಿದರು. ಅವರು ತಾಲೂಕಿನ ವಿವಿಧ ಗ್ರಾಮಗಳಲ್ಲಿ ಹಮ್ಮಿಕೊಂಡಿದ್ದ ವಿವಿಧ ಅಭಿವೃದ್ಧಿ ಕಾಮಗಾರಿಗಳ ಭೂಮಿಪೂಜೆ ನೆರವೇರಿಸಿ ಮಾತನಾಡಿದರು. ಗ್ರಾಮೀಣ ಭಾಗದ ರಸ್ತೆ, ಕುಡಿಯುವ ನೀರು, ಶಿಕ್ಷಣ ಹಾಗೂ ಆರೋಗ್ಯ ಕ್ಷೇತ್ರಕ್ಕೆ ಹೆಚ್ಚಿನ ಆದ್ಯತೆ ನೀಡಲಾಗಿದೆ. (206, 379, 338, 451)
sahiti-article (716, 1148, 920, 1438)
market-box (28, 827, 196, 1106)
yojane-headline: ಯೋಜನೆಗಳು ಅರ್ಹರಿಗೆ ತಲುಪಲಿ (206, 1148, 337, 1162)
victim-photo (132, 716, 196, 814)
page-number: 00 (770, 64, 794, 83)
market-item-name: ಜೋಳ (33, 962, 50, 972)
market-item-price: 1007-6591 (150, 962, 191, 972)
market-item-price: 5897-5897 (150, 925, 191, 935)
market-row (29, 903, 195, 921)
jnana-photo (482, 1362, 708, 1438)
col-rule (702, 92, 703, 282)
market-item-price: 6432-6682 (150, 1054, 191, 1064)
ganga-photo (206, 1060, 474, 1142)
sahiti-body (716, 1163, 920, 1433)
poshtik-photo (28, 1167, 196, 1259)
yojane-photo (340, 1166, 474, 1230)
person (596, 774, 646, 914)
nekar-lead: ಗಜೇಂದ್ರಗಡ: (701, 308, 725, 314)
min-temp-label: ಕನಿಷ್ಠ (534, 40, 546, 47)
green-list-item: 10 ಲಕ್ಷ ರೂ. ವೆಚ್ಚದಲ್ಲಿ ರೈತರು ಸಂಪರ್ಕ ರಸ್ತೆ ಸುಧಾರಣೆಗೆ ಚಾಲನೆ (348, 458, 456, 484)
portrait-photo (132, 589, 196, 687)
red-box-sign: ಜಿಲ್ಲಾ ನಿರ್ದೇಶಕರು, ಗ್ರಾಮಾಭಿವೃದ್ಧಿ ಯೋಜನೆ (348, 671, 430, 677)
jatra-text: ತಾಲೂಕಿನ ಹಳ್ಳಿಗುಡಿ ಗ್ರಾಮದ ಮುದುಕೇಶ್ವರ ಜಾತ್ರಾ ಮಹೋತ್ಸವ ಫೆ.17ರಿಂದ 20ರವರೆಗೆ ನಡೆಯಲಿದೆ. ಫೆ.17ರಂದು ಸಂಜೆ ಗಂಗಾಪೂಜೆ, ಕಳಸಾರೋಹಣ ಹಾಗೂ ಸಕಲ ವಾದ್ಯಗಳೊಂದಿಗೆ ಪಲ್ಲಕ್ಕಿ ಉತ್ಸವ ನಡೆಯಲಿದೆ. ಫೆ.18ರಂದು ಬೆಳಿಗ್ಗೆ ರುದ್ರಾಭಿಷೇಕ, ಮಹಾಪೂಜೆ ಹಾಗೂ ಸಂಜೆ 5ಕ್ಕೆ ಮಹಾರಥೋತ್ಸವ ಜರುಗಲಿದೆ. ವಿವಿಧ ಮಠಾಧೀಶರು ಸಾನ್ನಿಧ್ಯ ವಹಿಸಲಿದ್ದು, ಜನಪ್ರತಿನಿಧಿಗಳು ಭಾಗವಹಿಸಲಿದ್ದಾರೆ. ಫೆ.19ರಂದು ಕಡುಬಿನ ಕಾಳಗ, ರಸಮಂಜರಿ ಹಾಗೂ ಬಯಲಾಟ ಕಾರ್ಯಕ್ರಮಗಳು ನಡೆಯಲಿವೆ. ಫೆ.20ರಂದು ಜಂಗೀ ನಿಕಾಲಿ ಕುಸ್ತಿ ಸ್ಪರ್ಧೆ ನಡೆಯಲಿದ್ದು, ಸುತ್ತಮುತ್ತಲಿನ ಗ್ರಾಮಗಳ ಭಕ್ತರು ಆಗಮಿಸಿ ಜಾತ್ರೆ ಯಶಸ್ವಿಗೊಳಿಸಬೇಕು ಎಂದು ಜಾತ್ರಾ ಸಮಿತಿ ಪ್ರಕಟಣೆಯಲ್ಲಿ ತಿಳಿಸಿದೆ. (442, 110, 698, 149)
left-h2-row (28, 589, 196, 689)
divider (28, 822, 196, 823)
lead-body-wrap (206, 378, 338, 694)
yojane-body-2: ಸರ್ಕಾರದ ಗ್ಯಾರಂಟಿ ಯೋಜನೆಗಳು ಹಾಗೂ ವಿವಿಧ ಇಲಾಖೆಗಳ ಸೌಲಭ್ಯಗಳು ಅರ್ಹ ಫಲಾನುಭವಿಗಳಿಗೆ ತಲುಪಬೇಕು. ಅಧಿಕಾರಿಗಳು ಪ್ರಾಮಾಣಿಕವಾಗಿ ಕೆಲಸ ಮಾಡಬೇಕು ಎಂದು ತಾಲೂಕು ಗ್ಯಾರಂಟಿ ಯೋಜನೆಗಳ ಅನುಷ್ಠಾನ ಸಮಿತಿ ಅಧ್ಯಕ್ಷರು ಸೂಚಿಸಿದರು. ತಾಲೂಕು ಪಂಚಾಯತ್ ಸಭಾಂಗಣದಲ್ಲಿ ನಡೆದ ಪ್ರಗತಿ ಪರಿಶೀಲನಾ ಸಭೆಯಲ್ಲಿ ಅವರು ಮಾತನಾಡಿದರು. ಗೃಹಲಕ್ಷ್ಮೀ, ಅನ್ನಭಾಗ್ಯ, ಗೃಹಜ್ಯೋತಿ, ಶಕ್ತಿ ಹಾಗೂ ಯುವನಿಧಿ ಯೋಜನೆಗಳ ಪ್ರಗತಿ ಕುರಿತು ಮಾಹಿತಿ ಪಡೆದರು. ಬಾಕಿ ಇರುವ ಅರ್ಜಿಗಳನ್ನು ಶೀಘ್ರ ವಿಲೇವಾರಿ ಮಾಡಬೇಕು. ತಾಂತ್ರಿಕ ತೊಂದರೆಗಳನ್ನು ಸರಿಪಡಿಸಿ ಫಲಾನುಭವಿಗಳಿಗೆ ಸೌಲಭ್ಯ ಒದಗಿಸಬೇಕು ಎಂದರು. ಸಭೆಯಲ್ಲಿ ಸಮಿತಿ ಸದಸ್ಯರು, ವಿವಿಧ ಇಲಾಖೆಗಳ ಅಧಿಕಾರಿಗಳು ಪಾಲ್ಗೊಂಡಿದ್ದರು. (206, 1235, 474, 1274)
person (864, 120, 912, 216)
market-row (29, 958, 195, 976)
col-rule (201, 1148, 202, 1438)
chandru-body-1 (482, 764, 582, 934)
lead-headline: 19 ಕೆರೆಗಳ ಭರ್ತಿಗೆ ಕ್ರಿಯಾಯೋಜನೆ (206, 316, 590, 352)
registration-marks (846, 1440, 879, 1446)
market-item-name: ಮೆಣಸು (33, 1017, 53, 1027)
ganga-article (206, 736, 474, 1142)
brand-tagline: ರಾಷ್ಟ್ರ ಜಾಗೃತಿಯ ಕೈಪಿಡಿ (796, 58, 834, 64)
market-row (29, 940, 195, 958)
lead-lead: ರೋಣ: (206, 379, 221, 385)
row-rule (206, 732, 920, 733)
market-item-price: 3125-5509 (150, 907, 191, 917)
ganga-body (206, 754, 474, 1060)
victim-figure (144, 746, 184, 814)
market-row (29, 995, 195, 1013)
red-box (344, 550, 460, 720)
congress-caption: ಲಕ್ಷ್ಮೇಶ್ವರ: ತಾಲೂಕಿನ ಆಡಳಿತ ಗ್ರಾಮದ ಕಾಂಗ್ರೆಸ್ ಯುವ ಮುಖಂಡ ಚಂದ್ರು ಹನ್ನೆಗ್ಗರ ದೊಡ್ಡಮನಿ ಅವರಿಗೆ ಜಿಲ್ಲಾ ಕಾಂಗ್ರೆಸ್ ಸಮಿತಿ ಪರಿಶಿಷ್ಟ ಜಾತಿ ವಿಭಾಗದ ಜಿಲ್ಲಾ ಉಪಾಧ್ಯಕ್ಷರಾಗಿ ನೇಮಕ ಆದೇಶ ಪತ್ರವನ್ನು ಕೆಪಿಸಿಸಿ ಪರಿಶಿಷ್ಟ ಜಾತಿ ವಿಭಾಗದ ಅಧ್ಯಕ್ಷರು ವಿತರಿಸಿದರು. ಜಿಲ್ಲಾ ಮುಖಂಡರು ಇದ್ದರು. (706, 219, 907, 241)
chitra-body (482, 960, 708, 1140)
pink-box (468, 586, 692, 726)
min-temp-deg: o (550, 54, 555, 62)
row-rule (28, 1144, 920, 1145)
trees (206, 122, 434, 152)
lead-kicker: ವಿವಿಧ ಕಾಮಗಾರಿಗೆ ಭೂಮಿಪೂಜೆ | ಜಿ.ಎಸ್.ಪಾಟೀಲ ಹೇಳಿಕೆ (206, 288, 692, 310)
market-item-price: 2069-3477 (150, 1091, 191, 1101)
market-row (29, 885, 195, 903)
green-list-item: ಎಪಿಎಂ ಯೋಜನೆಯಲ್ಲಿ 70 ಲಕ್ಷದ ಸಿಸಿ ರಸ್ತೆ (348, 407, 456, 424)
chitra-lead: ಲಕ್ಷ್ಮೇಶ್ವರ: (482, 961, 502, 967)
row-rule (206, 284, 920, 285)
